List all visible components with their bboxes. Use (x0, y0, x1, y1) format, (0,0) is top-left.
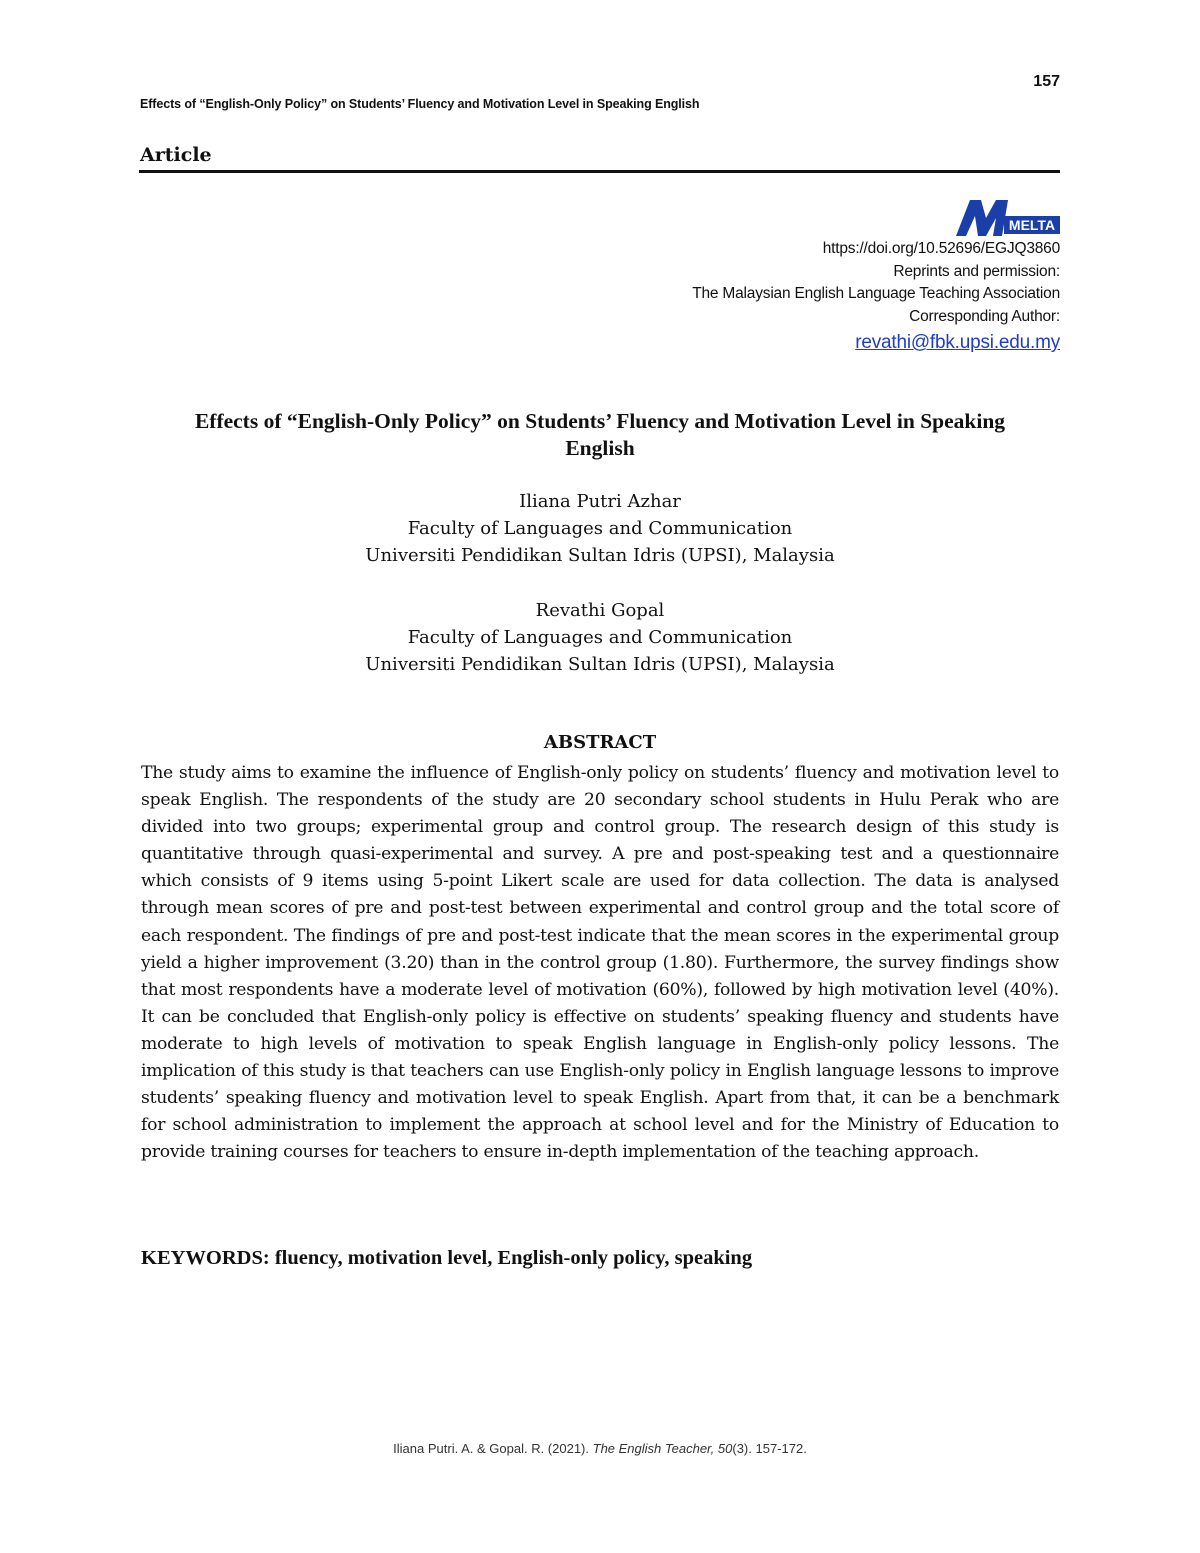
title-line-2: English (565, 436, 635, 460)
citation-prefix: Iliana Putri. A. & Gopal. R. (2021). (393, 1441, 589, 1456)
corresponding-label: Corresponding Author: (909, 307, 1060, 325)
running-head: Effects of “English-Only Policy” on Students’ Fluency and Motivation Level in Speaking English (140, 97, 700, 111)
author-block (140, 488, 1060, 570)
reprints-label: Reprints and permission: (893, 262, 1060, 280)
author-list (140, 488, 1060, 705)
article-meta (692, 238, 1060, 356)
header-rule (139, 170, 1060, 173)
author-university: Universiti Pendidikan Sultan Idris (UPSI), Malaysia (365, 654, 835, 676)
doi-link[interactable]: https://doi.org/10.52696/EGJQ3860 (822, 240, 1060, 257)
author-university: Universiti Pendidikan Sultan Idris (UPSI), Malaysia (365, 545, 835, 567)
page-number: 157 (1033, 73, 1060, 90)
abstract-body: The study aims to examine the influence of English-only policy on students’ fluency and motivation level to speak English. The respondents of the study are 20 secondary school students in Hulu Perak who are divided into two groups; experimental group and control group. The research design of this study is quantitative through quasi-experimental and survey. A pre and post-speaking test and a questionnaire which consists of 9 items using 5-point Likert scale are used for data collection. The data is analysed through mean scores of pre and post-test between experimental and control group and the total score of each respondent. The findings of pre and post-test indicate that the mean scores in the experimental group yield a higher improvement (3.20) than in the control group (1.80). Furthermore, the survey findings show that most respondents have a moderate level of motivation (60%), followed by high motivation level (40%). It can be concluded that English-only policy is effective on students’ speaking fluency and students have moderate to high levels of motivation to speak English language in English-only policy lessons. The implication of this study is that teachers can use English-only policy in English language lessons to improve students’ speaking fluency and motivation level to speak English. Apart from that, it can be a benchmark for school administration to implement the approach at school level and for the Ministry of Education to provide training courses for teachers to ensure in-depth implementation of the teaching approach. (141, 763, 1059, 1163)
author-block (140, 597, 1060, 679)
author-name: Revathi Gopal (535, 599, 665, 621)
abstract-heading: ABSTRACT (543, 732, 657, 753)
citation-footer (0, 1441, 1200, 1456)
journal-name: The English Teacher, (592, 1441, 715, 1456)
title-line-1: Effects of “English-Only Policy” on Students’ Fluency and Motivation Level in Speaking (194, 409, 1006, 433)
logo-text: MELTA (1008, 217, 1056, 233)
corresponding-email-link[interactable]: revathi@fbk.upsi.edu.my (855, 332, 1060, 353)
article-label: Article (140, 144, 212, 166)
author-faculty: Faculty of Languages and Communication (407, 518, 793, 540)
author-name: Iliana Putri Azhar (519, 491, 681, 512)
citation-suffix: (3). 157-172. (732, 1441, 807, 1456)
author-faculty: Faculty of Languages and Communication (407, 626, 793, 648)
keywords: KEYWORDS: fluency, motivation level, English-only policy, speaking (141, 1247, 753, 1269)
article-title (140, 408, 1060, 462)
melta-logo (956, 198, 1060, 236)
journal-volume: 50 (717, 1441, 733, 1456)
association-name: The Malaysian English Language Teaching Association (692, 285, 1060, 302)
